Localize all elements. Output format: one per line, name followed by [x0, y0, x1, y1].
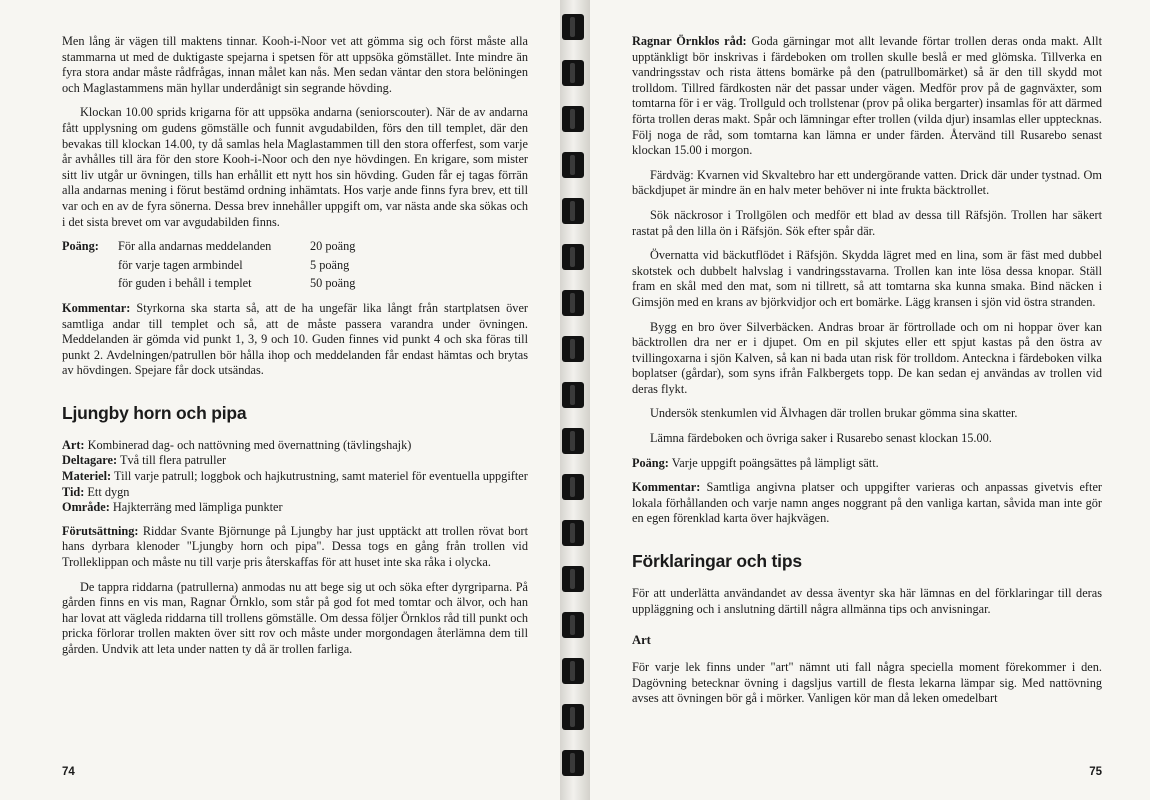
intro-paragraph: Men lång är vägen till maktens tinnar. Kooh-i-Noor vet att gömma sig och först måste alla stammarna ut med de duktigaste spejarna i spetsen för att uppsöka gömstället. Inte mindre än fyra stora andar måste rådfrågas, innan målet kan nås. Men sedan väntar den stora belöningen och Maglastammens män hyllar underdånigt sin segrande hövding. [62, 34, 528, 95]
binding-ring [562, 60, 584, 86]
task-paragraph: Övernatta vid bäckutflödet i Räfsjön. Skydda lägret med en lina, som är fäst med dubbel skotstek och dubbelt halvslag i vandringsstavarna. Trollen kan inte lösa dessa knopar. Ställ fram en skål med den mat, som ni tillrett, så att tomtarna ska kunna smaka. Bind näcken i Gimsjön med en krans av björkvidjor och ert bomärke. Lägg kransen i sjön vid östra stranden. [632, 248, 1102, 309]
comment-paragraph [62, 301, 528, 379]
section-heading: Förklaringar och tips [632, 551, 802, 572]
explain-paragraph: För att underlätta användandet av dessa äventyr ska här lämnas en del förklaringar till deras uppläggning och i anslutning därtill några allmänna tips och anvisningar. [632, 586, 1102, 616]
binding-ring [562, 750, 584, 776]
advice-text: Goda gärningar mot allt levande förtar trollen deras onda makt. Allt upptänkligt bör inskrivas i färdeboken om trollen skulle beslå er med glömska. Tillverka en vandringsstav och rista ättens bomärke på den (patrullbomärket) så är den till skydd mot trolldom. Tillred färdkosten när det passar under vägen. Medför prov på de gagnväxter, som tomtarna för i er väg. Trollguld och trollstenar (prov på olika bergarter) insamlas för att därmed förta trollen deras makt. Spår och lämningar efter trollen (vilda djur) insamlas eller upptecknas. Följ noga de råd, som tomtarna kan lämna er under färden. Återvänd till Rusarebo senast klockan 15.00 i morgon. [632, 34, 1102, 158]
points-value: 50 poäng [310, 276, 356, 291]
comment-text: Styrkorna ska starta så, att de ha ungefär lika långt från startplatsen över samtliga andar till templet och så, att de måste passera varandra under övningen. Meddelanden är gömda vid punkt 1, 3, 9 och 10. Guden finnes vid punkt 4 och ska föras till punkt 2. Avdelningen/patrullen bör hålla ihop och meddelanden får endast hämtas och brytas av hövdingen. Spejare får dock utsändas. [62, 300, 528, 378]
binding-ring [562, 244, 584, 270]
points-label: Poäng: [632, 455, 669, 470]
field-art [62, 438, 528, 454]
points-item: För alla andarnas meddelanden [118, 239, 272, 254]
binding-ring [562, 382, 584, 408]
binding-ring [562, 658, 584, 684]
route-paragraph: Färdväg: Kvarnen vid Skvaltebro har ett undergörande vatten. Drick där under tystnad. Om bäckdjupet är mindre än en halv meter behöver ni inte frukta bäcktrollet. [632, 167, 1102, 198]
binding-ring [562, 290, 584, 316]
field-value: Kombinerad dag- och nattövning med övernattning (tävlingshajk) [84, 437, 412, 452]
field-value: Till varje patrull; loggbok och hajkutrustning, samt materiel för eventuella uppgifter [111, 469, 528, 484]
task-paragraph: Lämna färdeboken och övriga saker i Rusarebo senast klockan 15.00. [650, 431, 992, 446]
points-label: Poäng: [62, 239, 99, 254]
comment-paragraph [632, 480, 1102, 527]
field-omrade [62, 500, 528, 516]
points-paragraph [632, 456, 1102, 472]
binding-ring [562, 474, 584, 500]
subsection-heading: Art [632, 633, 651, 648]
field-tid [62, 485, 528, 501]
task-paragraph: Undersök stenkumlen vid Älvhagen där trollen brukar gömma sina skatter. [650, 406, 1018, 421]
points-value: 5 poäng [310, 257, 350, 272]
prereq-paragraph [62, 524, 528, 571]
field-label: Materiel: [62, 469, 112, 484]
points-row [62, 239, 355, 258]
binding-ring [562, 336, 584, 362]
binding-ring [562, 704, 584, 730]
advice-label: Ragnar Örnklos råd: [632, 34, 747, 48]
section-heading: Ljungby horn och pipa [62, 402, 247, 423]
comment-label: Kommentar: [632, 480, 701, 495]
points-item: för guden i behåll i templet [118, 276, 252, 291]
points-row [62, 276, 355, 295]
task-paragraph: Sök näckrosor i Trollgölen och medför ett blad av dessa till Räfsjön. Trollen har säkert rastat på den lilla ön i Räfsjön. Sök efter spår där. [632, 207, 1102, 238]
binding-ring [562, 428, 584, 454]
points-value: 20 poäng [310, 239, 356, 254]
page-number: 75 [1089, 766, 1102, 778]
points-item: för varje tagen armbindel [118, 257, 243, 272]
field-label: Tid: [62, 484, 85, 499]
comment-text: Samtliga angivna platser och uppgifter varieras och anpassas givetvis efter lokala förhållanden och varje namn anges noggrant på den vanliga kartan, såvida man inte gör en egen förenklad karta över hajkvägen. [632, 480, 1102, 526]
points-table [62, 239, 355, 295]
field-materiel [62, 469, 528, 485]
advice-paragraph [632, 34, 1102, 159]
binding-ring [562, 566, 584, 592]
points-text: Varje uppgift poängsättes på lämpligt sätt. [668, 455, 879, 470]
points-row [62, 258, 355, 277]
binding-ring [562, 520, 584, 546]
binding-ring [562, 14, 584, 40]
binding-ring [562, 106, 584, 132]
binding-ring [562, 152, 584, 178]
comment-label: Kommentar: [62, 300, 131, 315]
page-number: 74 [62, 766, 75, 778]
prereq-label: Förutsättning: [62, 523, 139, 538]
body-paragraph: De tappra riddarna (patrullerna) anmodas nu att bege sig ut och söka efter dyrgriparna. På gården finns en vis man, Ragnar Örnklo, som står på god fot med tomtar och älvor, och han har lovat att vägleda riddarna till trollens gömställe. Om dessa följer Örnklos råd till punkt och pricka förlorar trollen makten över sitt rov och måste under morgondagen återlämna dem till gården. Undvik att leta under natten ty då är trollen farliga. [62, 579, 528, 656]
right-page [590, 0, 1150, 800]
field-label: Område: [62, 500, 110, 515]
task-paragraph: Bygg en bro över Silverbäcken. Andras broar är förtrollade och om ni hoppar över kan bäcktrollen dra ner er i djupet. Om en pil skjutes eller ett spjut kastas på den östra av tvillingoxarna i sjön Kalven, så kan ni bada utan risk för trolldom. Anteckna i färdeboken vilka boplatser (gårdar), som syns ifrån Falkbergets topp. De kan sedan ej användas av trollen vid deras flykt. [632, 319, 1102, 396]
prereq-text: Riddar Svante Björnunge på Ljungby har just upptäckt att trollen rövat bort hans dyrbara klenoder "Ljungby horn och pipa". Dessa togs en gång från trollen vid Trolleklippan och måste nu till varje pris återskaffas för att huset inte ska råka i olycka. [62, 523, 528, 570]
body-paragraph: Klockan 10.00 sprids krigarna för att uppsöka andarna (seniorscouter). När de av andarna fått upplysning om gudens gömställe och funnit avgudabilden, förs den till templet, där den bevakas till klockan 14.00, ty då samlas hela Maglastammen till den stora offerfest, som varje år avhålles till ära för den store Kooh-i-Noor och den nye hövdingen. En krigare, som mister sitt liv utgår ur övningen, tills han erhållit ett nytt hos sin hövding. Guden får ej tagas förrän alla andarnas mening i förut bestämd ordning inhämtats. Hos varje ande finns fyra brev, ett till var och en av de fyra sönerna. Dessa brev innehåller uppgift om, var nästa ande ska sökas och i det sista brevet om var avgudabilden finns. [62, 105, 528, 229]
field-value: Ett dygn [84, 484, 130, 499]
binding-ring [562, 198, 584, 224]
binding-ring [562, 612, 584, 638]
left-page [0, 0, 560, 800]
field-label: Deltagare: [62, 453, 118, 468]
field-deltagare [62, 453, 528, 469]
exercise-fields [62, 438, 528, 516]
field-value: Två till flera patruller [117, 453, 227, 468]
field-label: Art: [62, 437, 85, 452]
field-value: Hajkterräng med lämpliga punkter [109, 500, 283, 515]
art-paragraph: För varje lek finns under "art" nämnt uti fall några speciella moment förekommer i den. Dagövning betecknar övning i dagsljus vartill de flesta lekarna lämpar sig. Med nattövning avses att övningen bör gå i mörker. Vanligen kör man då leken omedelbart [632, 660, 1102, 706]
